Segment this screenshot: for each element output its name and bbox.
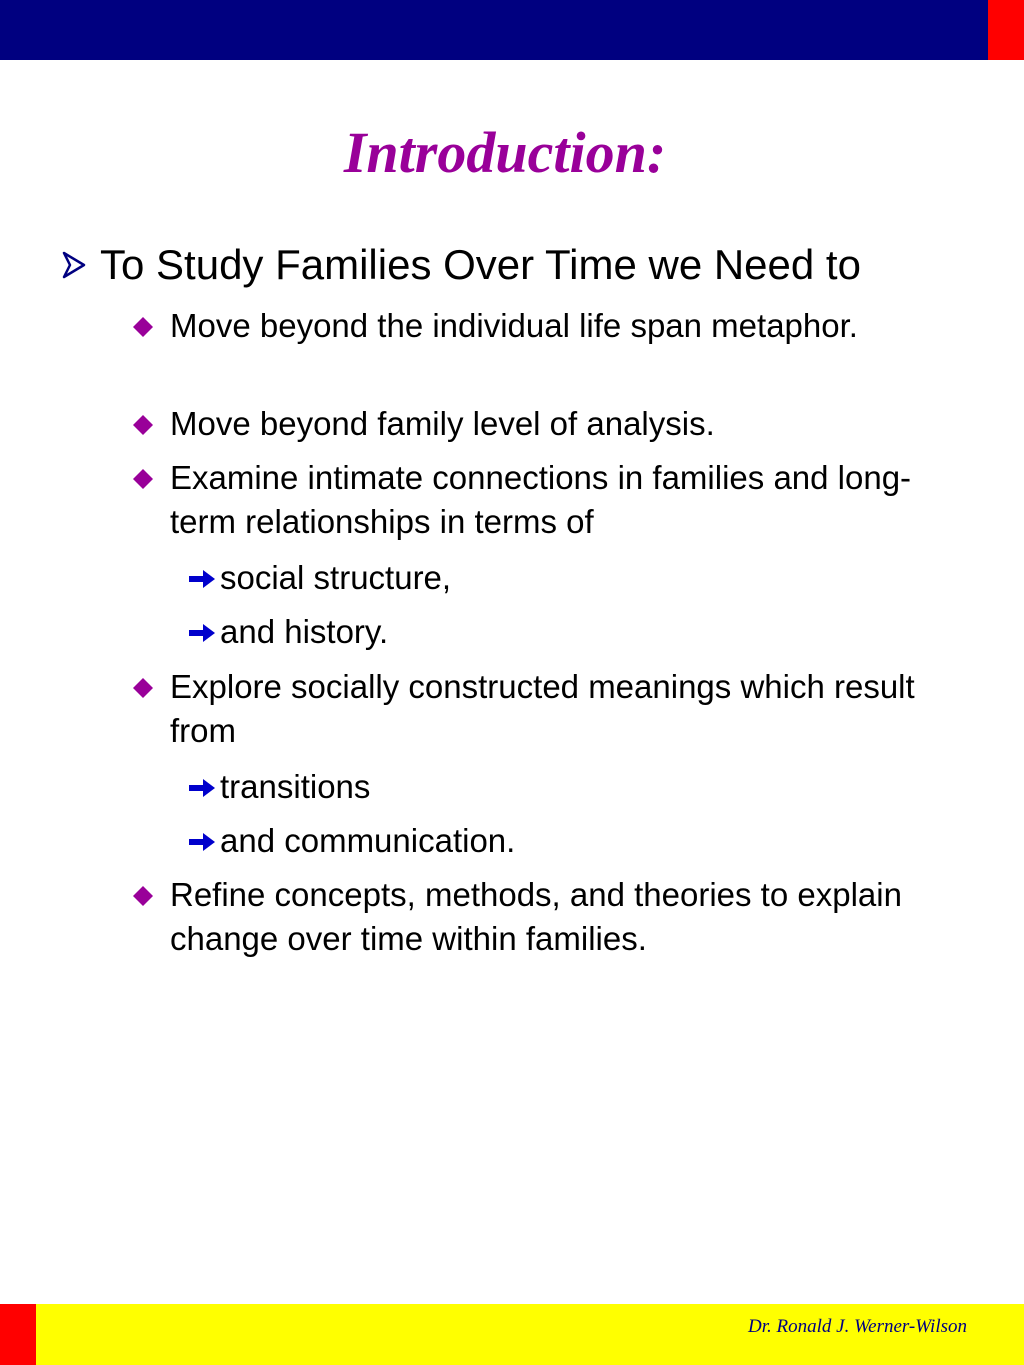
sub-bullet-text: transitions: [220, 768, 371, 805]
bullet-level1-text: To Study Families Over Time we Need to: [100, 241, 861, 288]
sub-bullet-text: social structure,: [220, 559, 452, 596]
arrow-bullet-icon: [188, 610, 220, 644]
sub-bullet-text: and communication.: [220, 822, 516, 859]
bullet-item-text: Move beyond family level of analysis.: [170, 405, 715, 442]
bullet-item-refine-concepts: [132, 873, 952, 961]
arrow-bullet-icon: [188, 765, 220, 799]
bullet-item-examine-connections: [132, 456, 952, 544]
bullet-item-text: Refine concepts, methods, and theories to explain change over time within families.: [170, 876, 902, 957]
sub-bullet-transitions: [188, 765, 948, 809]
bullet-item-text: Move beyond the individual life span metaphor.: [170, 307, 858, 344]
arrowhead-bullet-icon: [62, 239, 100, 279]
bullet-item-text: Examine intimate connections in families and long-term relationships in terms of: [170, 459, 912, 540]
footer-author-credit: Dr. Ronald J. Werner-Wilson: [748, 1316, 967, 1337]
arrow-bullet-icon: [188, 819, 220, 853]
sub-bullet-communication: [188, 819, 948, 863]
sub-bullet-social-structure: [188, 556, 948, 600]
diamond-bullet-icon: [132, 665, 170, 699]
bullet-item-text: Explore socially constructed meanings which result from: [170, 668, 915, 749]
bullet-item-explore-meanings: [132, 665, 952, 753]
diamond-bullet-icon: [132, 873, 170, 907]
top-banner: [0, 0, 988, 60]
top-accent-block: [988, 0, 1024, 60]
diamond-bullet-icon: [132, 402, 170, 436]
bottom-accent-block: [0, 1304, 36, 1365]
diamond-bullet-icon: [132, 456, 170, 490]
bullet-item-move-beyond-lifespan: [132, 304, 952, 348]
bullet-item-move-beyond-family: [132, 402, 952, 446]
slide-title: Introduction:: [343, 119, 667, 185]
sub-bullet-text: and history.: [220, 613, 389, 650]
sub-bullet-history: [188, 610, 948, 654]
arrow-bullet-icon: [188, 556, 220, 590]
diamond-bullet-icon: [132, 304, 170, 338]
bullet-level1: [62, 239, 982, 291]
